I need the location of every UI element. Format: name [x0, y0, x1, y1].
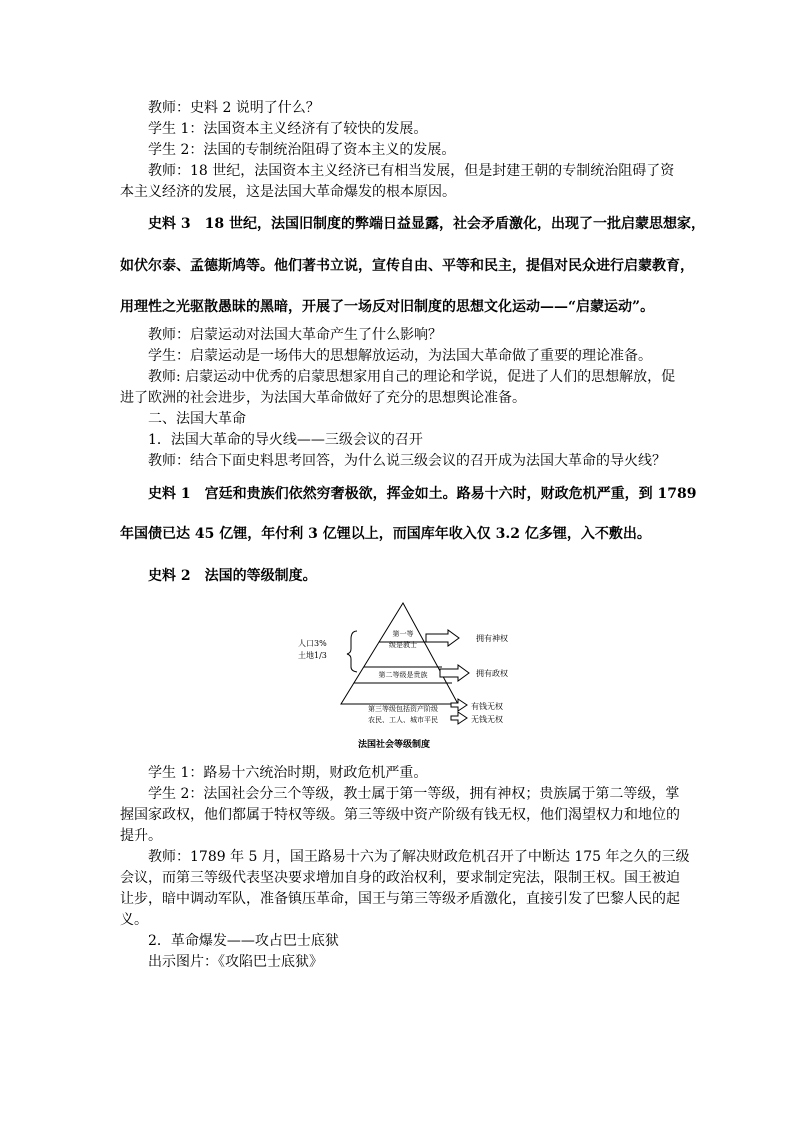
tier2-label: 第二等级是贵族	[378, 671, 428, 679]
estate-pyramid-diagram	[296, 601, 554, 751]
source-3-line: 史料 3 18 世纪，法国旧制度的弊端日益显露，社会矛盾激化，出现了一批启蒙思想家，	[148, 216, 705, 232]
text-line: 教师：结合下面史料思考回答，为什么说三级会议的召开成为法国大革命的导火线？	[148, 453, 666, 469]
text-line: 握国家政权，他们都属于特权等级。第三等级中资产阶级有钱无权，他们渴望权力和地位的	[120, 807, 680, 823]
text-line: 让步，暗中调动军队，准备镇压革命，国王与第三等级矛盾激化，直接引发了巴黎人民的起	[120, 891, 680, 907]
arrow-label: 有钱无权	[471, 702, 503, 711]
arrow-label: 拥有神权	[476, 634, 508, 643]
tier1-label: 第一等	[392, 630, 414, 638]
tier3-label: 第三等级包括资产阶级	[368, 705, 438, 713]
arrow-label: 拥有政权	[476, 669, 508, 678]
text-line: 学生 1：法国资本主义经济有了较快的发展。	[148, 121, 428, 137]
text-line: 教师：1789 年 5 月，国王路易十六为了解决财政危机召开了中断达 175 年之久的三级	[148, 849, 690, 865]
text-line: 提升。	[120, 828, 162, 844]
source-3-line: 用理性之光驱散愚昧的黑暗，开展了一场反对旧制度的思想文化运动——“启蒙运动”。	[120, 299, 655, 315]
text-line: 教师: 启蒙运动中优秀的启蒙思想家用自己的理论和学说，促进了人们的思想解放，促	[148, 369, 676, 385]
text-line: 进了欧洲的社会进步，为法国大革命做好了充分的思想舆论准备。	[120, 390, 526, 406]
tier3-label: 农民、工人、城市平民	[368, 716, 438, 724]
text-line: 学生 2：法国社会分三个等级，教士属于第一等级，拥有神权；贵族属于第二等级，掌	[148, 786, 680, 802]
subsection-heading: 1．法国大革命的导火线——三级会议的召开	[148, 432, 423, 448]
diagram-caption: 法国社会等级制度	[358, 740, 431, 750]
text-line: 教师：启蒙运动对法国大革命产生了什么影响？	[148, 327, 442, 343]
arrow-icon	[451, 712, 467, 724]
text-line: 学生 2：法国的专制统治阻碍了资本主义的发展。	[148, 142, 456, 158]
section-heading: 二、法国大革命	[148, 411, 246, 427]
subsection-heading: 2．革命爆发——攻占巴士底狱	[148, 933, 339, 949]
source-3-line: 如伏尔泰、孟德斯鸠等。他们著书立说，宣传自由、平等和民主，提倡对民众进行启蒙教育，	[120, 258, 694, 274]
arrow-icon	[426, 630, 459, 646]
population-label: 人口3%	[298, 639, 327, 648]
text-line: 义。	[120, 912, 148, 928]
text-line: 教师：18 世纪，法国资本主义经济已有相当发展，但是封建王朝的专制统治阻碍了资	[148, 163, 675, 179]
pyramid-outline	[341, 603, 458, 704]
arrow-label: 无钱无权	[471, 715, 503, 724]
text-line: 学生：启蒙运动是一场伟大的思想解放运动，为法国大革命做了重要的理论准备。	[148, 348, 652, 364]
source-2-line: 史料 2 法国的等级制度。	[148, 568, 317, 584]
source-1-line: 史料 1 宫廷和贵族们依然穷奢极欲，挥金如土。路易十六时，财政危机严重，到 1789	[148, 486, 697, 502]
brace	[347, 631, 357, 672]
text-line: 学生 1：路易十六统治时期，财政危机严重。	[148, 765, 428, 781]
text-line: 出示图片：《攻陷巴士底狱》	[148, 954, 323, 970]
land-label: 土地1/3	[298, 651, 327, 660]
source-1-line: 年国债已达 45 亿锂，年付利 3 亿锂以上，而国库年收入仅 3.2 亿多锂，入不敷出。	[120, 526, 651, 542]
text-line: 教师：史料 2 说明了什么？	[148, 100, 320, 116]
tier1-label: 级是教士	[389, 641, 417, 649]
text-line: 本主义经济的发展，这是法国大革命爆发的根本原因。	[120, 184, 456, 200]
text-line: 会议，而第三等级代表坚决要求增加自身的政治权利，要求制定宪法，限制王权。国王被迫	[120, 870, 680, 886]
